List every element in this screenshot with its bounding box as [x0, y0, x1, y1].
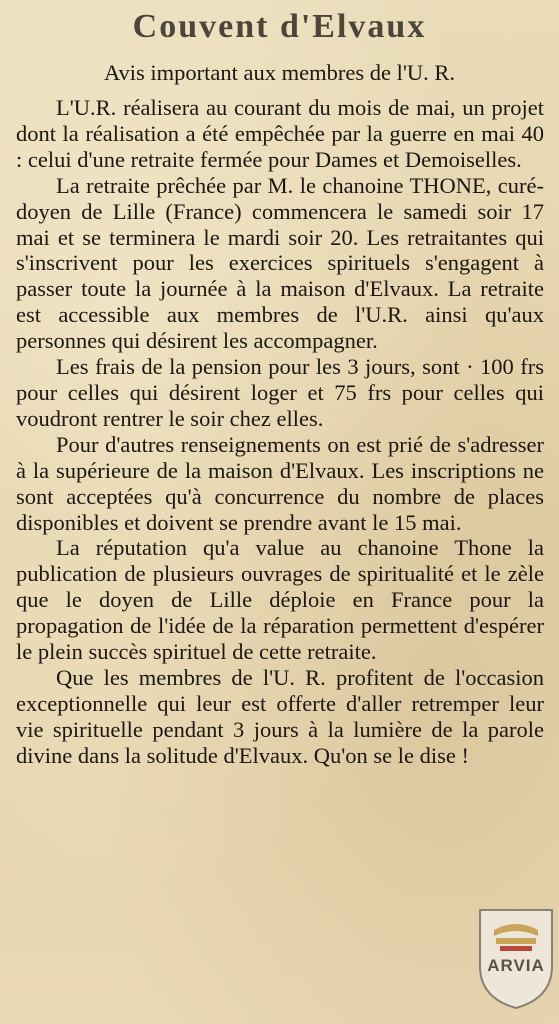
arvia-watermark-logo [474, 904, 558, 1012]
paragraph-retreat: La retraite prêchée par M. le chanoine THONE, curé-doyen de Lille (France) commencera le samedi soir 17 mai et se terminera le mardi soir 20. Les retraitantes qui s'inscrivent pour les exercices spirituels s'engagent à passer toute la journée à la maison d'Elvaux. La retraite est accessible aux membres de l'U.R. ainsi qu'aux personnes qui désirent les accompagner. [16, 172, 544, 354]
paragraph-project: L'U.R. réalisera au courant du mois de mai, un projet dont la réalisation a été empêchée par la guerre en mai 40 : celui d'une retraite fermée pour Dames et Demoiselles. [16, 95, 544, 172]
paragraph-fees: Les frais de la pension pour les 3 jours, sont · 100 frs pour celles qui désirent loger et 75 frs pour celles qui voudront rentrer le soir chez elles. [16, 354, 544, 431]
arvia-label: ARVIA [487, 956, 545, 975]
paragraph-information: Pour d'autres renseignements on est prié de s'adresser à la supérieure de la maison d'Elvaux. Les inscriptions ne sont acceptées qu'à concurrence du nombre de places disponibles et doivent se prendre avant le 15 mai. [16, 431, 544, 535]
paragraph-closing: Que les membres de l'U. R. profitent de l'occasion exceptionnelle qui leur est offerte d'aller retremper leur vie spirituelle pendant 3 jours à la lumière de la parole divine dans la solitude d'Elvaux. Qu'on se le dise ! [16, 664, 544, 768]
paragraph-reputation: La réputation qu'a value au chanoine Thone la publication de plusieurs ouvrages de spiritualité et le zèle que le doyen de Lille déploie en France pour la propagation de l'idée de la réparation permettent d'espérer le plein succès spirituel de cette retraite. [16, 535, 544, 665]
article-body [16, 95, 544, 769]
article-subtitle: Avis important aux membres de l'U. R. [103, 60, 456, 85]
article-title: Couvent d'Elvaux [132, 8, 427, 45]
